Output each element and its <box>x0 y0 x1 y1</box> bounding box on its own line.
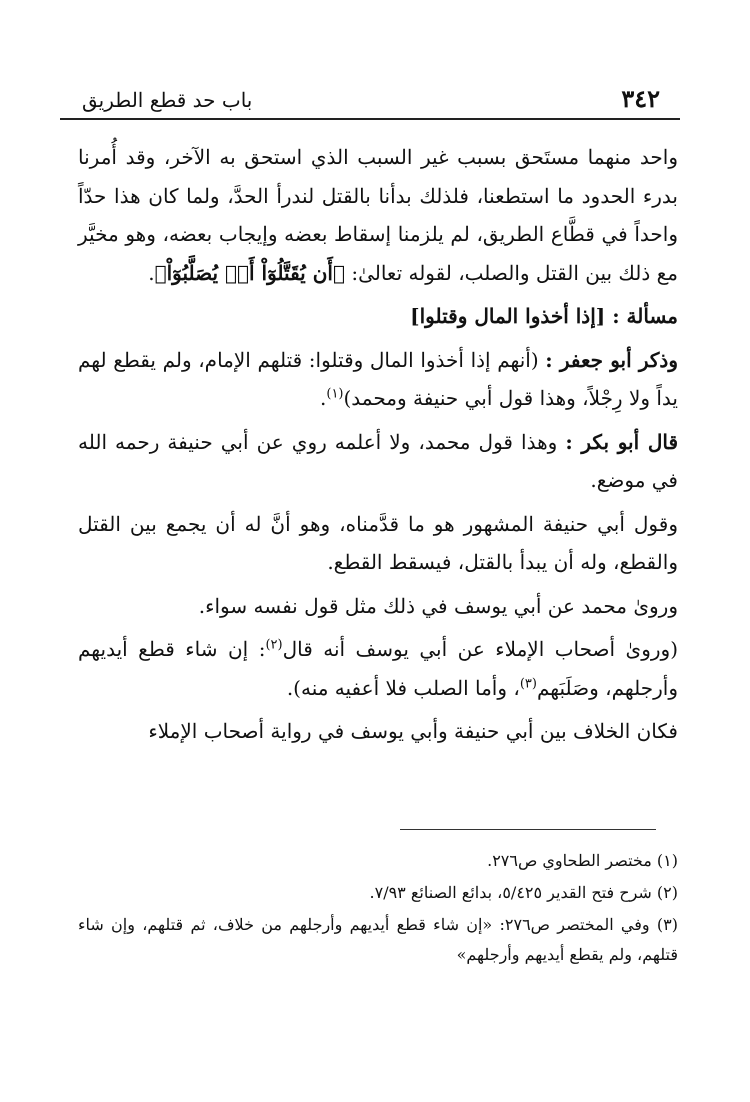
paragraph-8: فكان الخلاف بين أبي حنيفة وأبي يوسف في رواية أصحاب الإملاء <box>148 719 678 743</box>
section-heading <box>78 297 678 336</box>
page-number: ٣٤٢ <box>621 84 660 113</box>
main-text <box>78 138 678 756</box>
footnote-2 <box>78 878 678 908</box>
footnote-text: مختصر الطحاوي ص٢٧٦. <box>487 851 652 870</box>
footnote-ref-2[interactable]: (٢) <box>265 637 283 653</box>
footnote-ref-3[interactable]: (٣) <box>519 675 537 691</box>
header-rule <box>60 118 680 120</box>
quran-verse: ﴿أَن يُقَتَّلُوٓاْ أَوۡ يُصَلَّبُوٓاْ﴾ <box>154 260 345 285</box>
paragraph-5: وقول أبي حنيفة المشهور هو ما قدَّمناه، وهو أنَّ له أن يجمع بين القتل والقطع، وله أن يبدأ بالقتل، فيسقط القطع. <box>78 511 678 574</box>
paragraph-4 <box>78 423 678 500</box>
footnote-ref-1[interactable]: (١) <box>326 386 344 402</box>
paragraph-7 <box>78 630 678 707</box>
paragraph-4-lead: قال أبو بكر : <box>565 429 679 454</box>
paragraph-3-text: (أنهم إذا أخذوا المال وقتلوا: قتلهم الإمام، ولم يقطع لهم يداً ولا رِجْلاً، وهذا قول أبي حنيفة ومحمد) <box>78 347 678 410</box>
paragraph-7-part-b: : إن شاء قطع أيديهم وأرجلهم، وصَلَبَهم <box>78 637 678 700</box>
paragraph-1-end: . <box>148 260 155 285</box>
paragraph-6: وروىٰ محمد عن أبي يوسف في ذلك مثل قول نفسه سواء. <box>198 593 678 618</box>
footnote-1 <box>78 846 678 876</box>
footnotes <box>78 846 678 972</box>
footnote-number: (٢) <box>656 883 678 902</box>
heading-label: مسألة : <box>612 304 678 328</box>
paragraph-7-part-c: ، وأما الصلب فلا أعفيه منه). <box>286 675 520 700</box>
paragraph-1 <box>78 138 678 292</box>
footnote-text: وفي المختصر ص٢٧٦: «إن شاء قطع أيديهم وأرجلهم من خلاف، ثم قتلهم، وإن شاء قتلهم، ولم يقطع أيديهم وأرجلهم» <box>78 915 678 964</box>
paragraph-7-part-a: (وروىٰ أصحاب الإملاء عن أبي يوسف أنه قال <box>282 637 678 661</box>
chapter-title: باب حد قطع الطريق <box>82 88 253 112</box>
paragraph-3-lead: وذكر أبو جعفر : <box>545 347 678 372</box>
footnote-3 <box>78 910 678 970</box>
paragraph-3-end: . <box>320 386 327 410</box>
heading-title: [إذا أخذوا المال وقتلوا] <box>410 304 606 328</box>
paragraph-4-text: وهذا قول محمد، ولا أعلمه روي عن أبي حنيفة رحمه الله في موضع. <box>78 429 678 492</box>
paragraph-1-text: واحد منهما مستَحق بسبب غير السبب الذي استحق به الآخر، وقد أُمرنا بدرء الحدود ما استطعنا، فلذلك بدأنا بالقتل لندرأ الحدَّ، ولما كان هذا حدّاً واحداً في قطَّاع الطريق، لم يلزمنا إسقاط بعضه وإيجاب بعضه، وهو مخيَّر مع ذلك بين القتل والصلب، لقوله تعالىٰ: <box>78 145 678 285</box>
footnote-text: شرح فتح القدير ٥/٤٢٥، بدائع الصنائع ٧/٩٣. <box>369 883 652 902</box>
running-header <box>60 82 660 116</box>
footnote-number: (١) <box>656 851 678 870</box>
footnote-separator <box>400 829 656 830</box>
footnote-number: (٣) <box>656 915 679 934</box>
paragraph-3 <box>78 341 678 418</box>
